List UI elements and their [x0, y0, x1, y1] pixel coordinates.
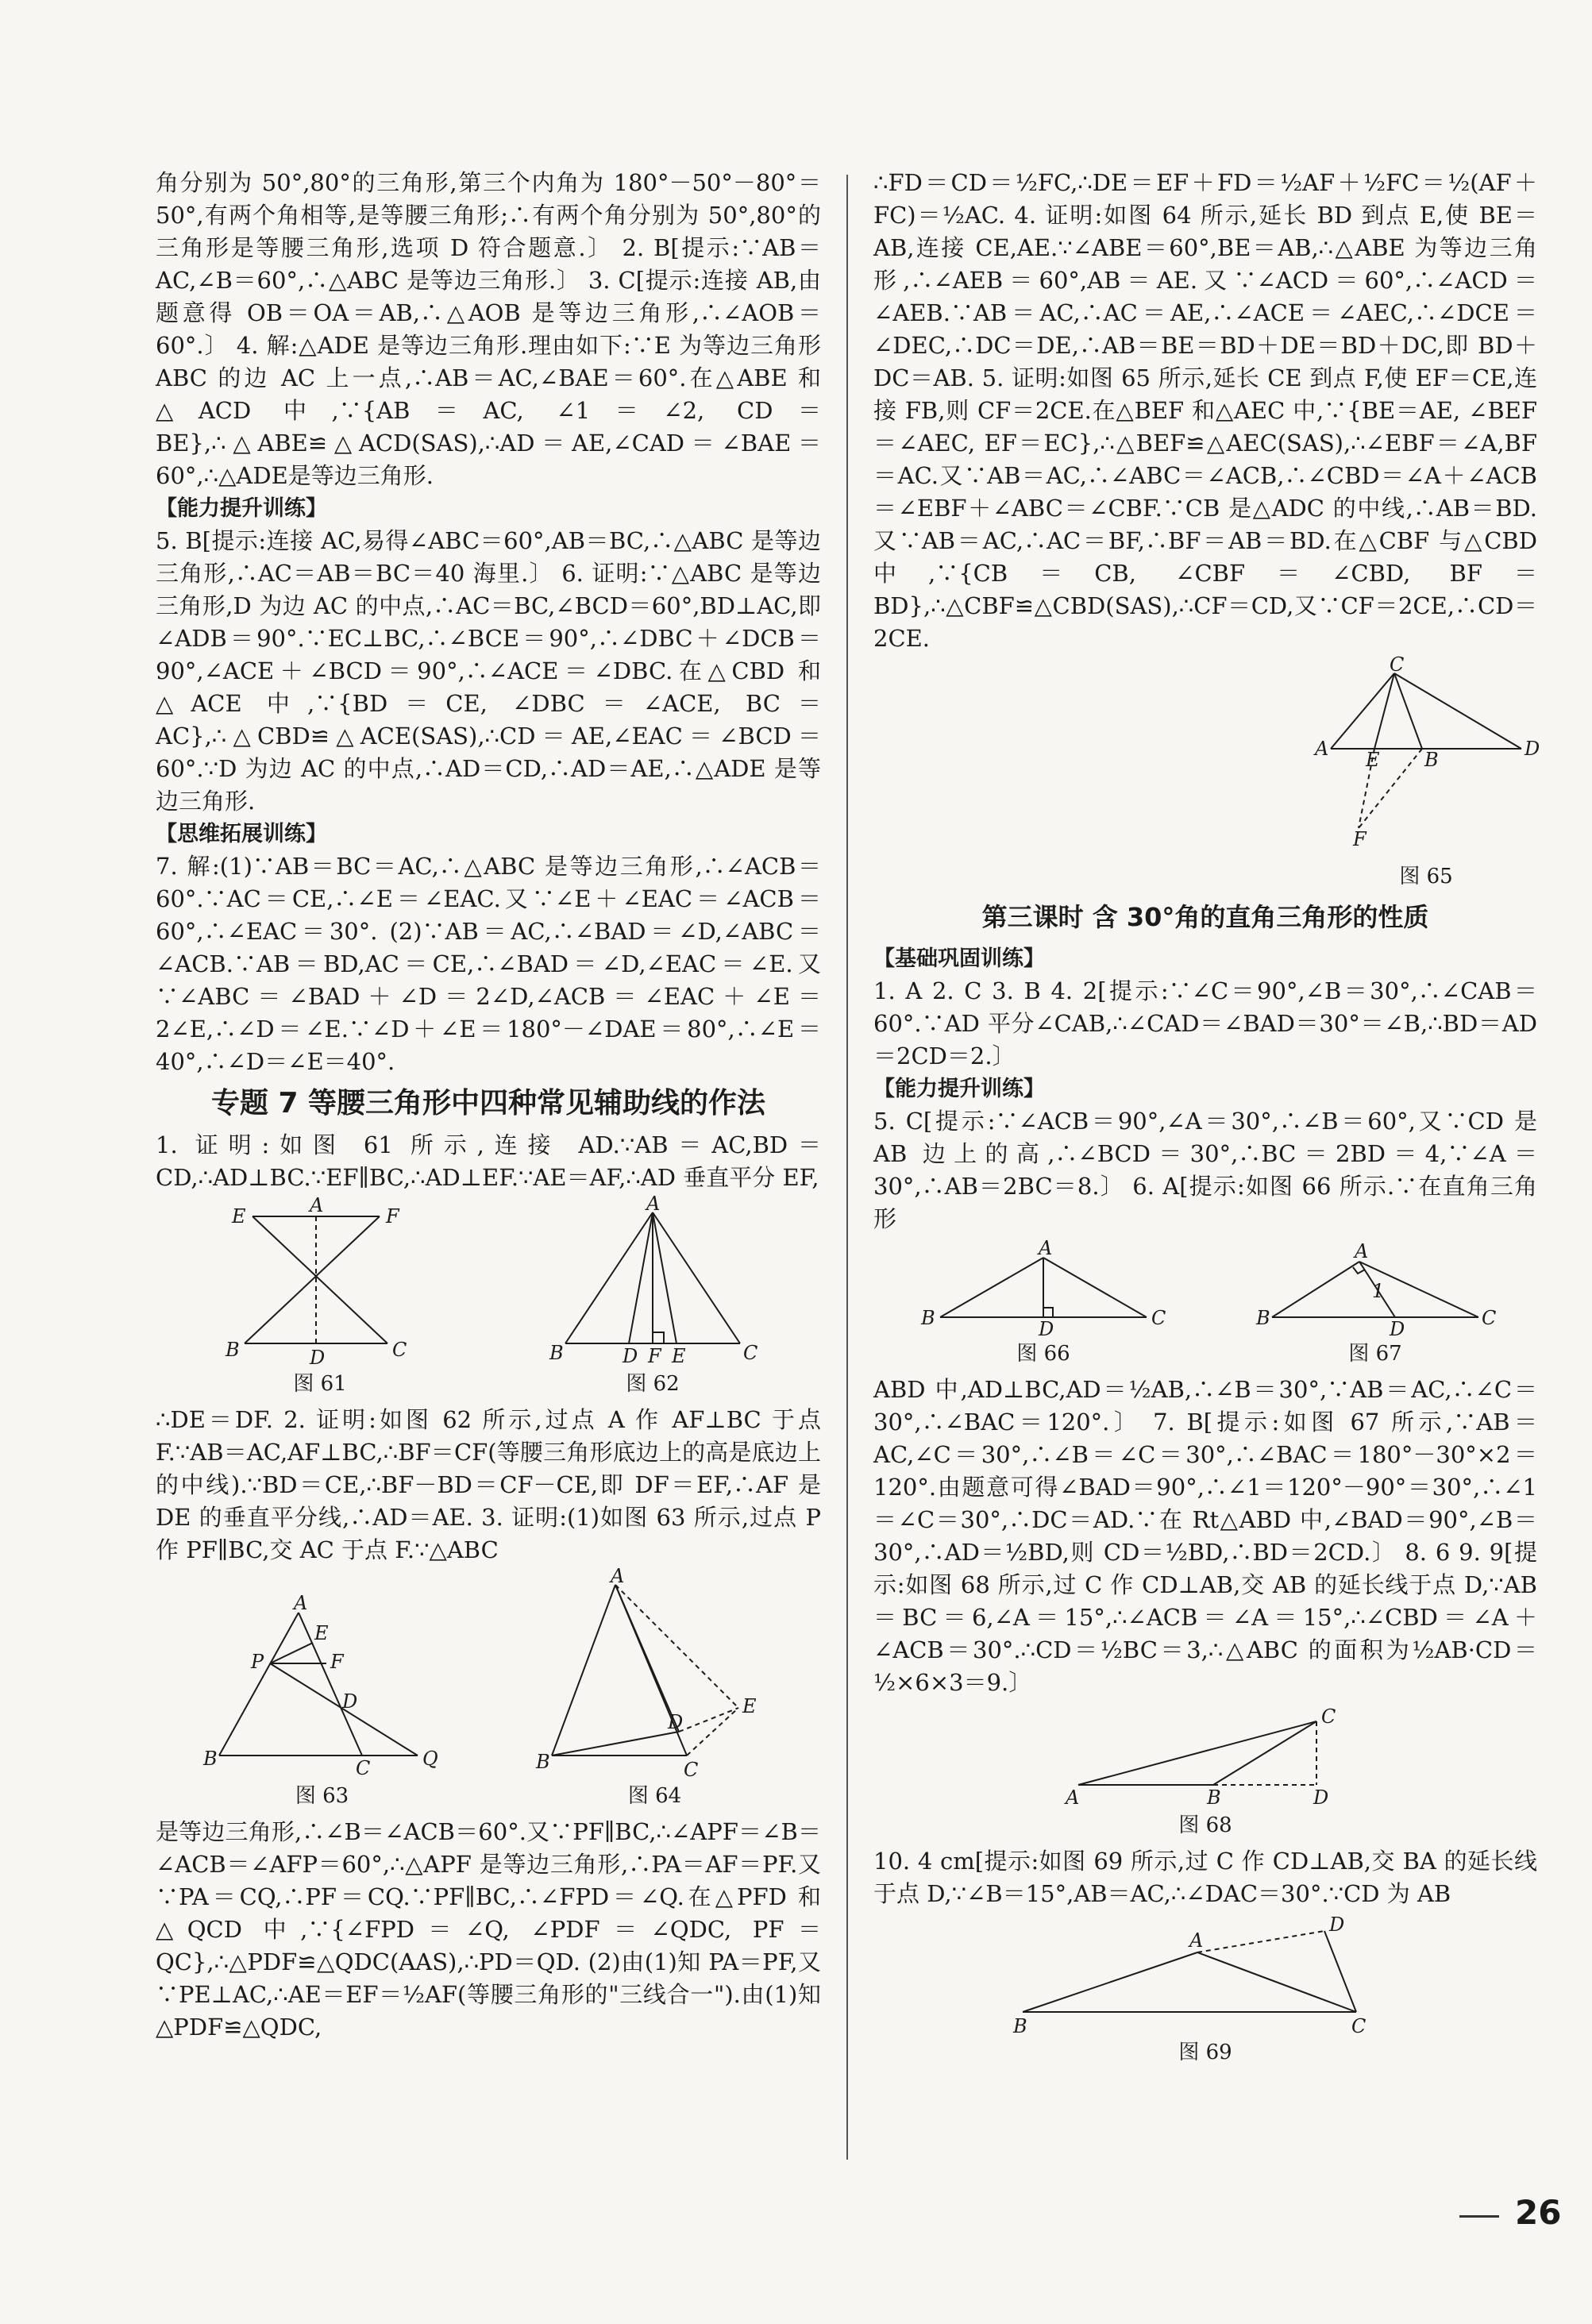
svg-text:B: B	[1256, 1307, 1270, 1329]
figure-65-caption: 图 65	[1399, 865, 1453, 888]
svg-text:C: C	[392, 1339, 407, 1361]
figure-65-diagram	[1315, 653, 1540, 860]
svg-text:C: C	[1351, 2015, 1366, 2037]
svg-text:B: B	[549, 1342, 564, 1364]
svg-text:A: A	[646, 1193, 661, 1215]
answer-paragraph: 1. A 2. C 3. B 4. 2[提示:∵∠C＝90°,∠B＝30°,∴∠CAB＝60°.∵AD 平分∠CAB,∴∠CAD＝∠BAD＝30°＝∠B,∴BD＝AD＝2CD＝2.〕	[873, 977, 1537, 1070]
svg-text:A: A	[293, 1592, 307, 1614]
figure-64-diagram	[535, 1565, 774, 1781]
page-number-dash	[1459, 2215, 1499, 2218]
svg-text:E: E	[232, 1205, 246, 1228]
svg-text:Q: Q	[422, 1748, 438, 1770]
svg-text:A: A	[610, 1565, 624, 1587]
svg-text:A: A	[1355, 1240, 1369, 1262]
figure-67	[1256, 1240, 1497, 1367]
figure-65	[1315, 653, 1540, 890]
figure-67-caption: 图 67	[1348, 1342, 1402, 1366]
svg-text:A: A	[310, 1194, 324, 1216]
left-column	[156, 167, 821, 2044]
svg-text:F: F	[1353, 828, 1366, 850]
svg-text:C: C	[743, 1342, 758, 1364]
svg-text:F: F	[648, 1345, 661, 1367]
svg-text:D: D	[623, 1345, 638, 1367]
section-heading-basic: 【基础巩固训练】	[873, 946, 1045, 971]
answer-paragraph: 1. 证明:如图 61 所示,连接 AD.∵AB＝AC,BD＝CD,∴AD⊥BC.∵EF∥BC,∴AD⊥EF.∵AE＝AF,∴AD 垂直平分 EF,	[156, 1131, 821, 1191]
svg-text:C: C	[1151, 1307, 1166, 1329]
figure-62	[549, 1193, 758, 1397]
answer-paragraph: 是等边三角形,∴∠B＝∠ACB＝60°.又∵PF∥BC,∴∠APF＝∠B＝∠ACB＝∠AFP＝60°,∴△APF 是等边三角形,∴PA＝AF＝PF.又∵PA＝CQ,∴PF＝CQ.∵PF∥BC,∴∠FPD＝∠Q.在△PFD 和△QCD 中,∵{∠FPD＝∠Q, ∠PDF＝∠QDC, PF＝QC},∴△PDF≌△QDC(AAS),∴PD＝QD. (2)由(1)知 PA＝PF,又∵PE⊥AC,∴AE＝EF＝½AF(等腰三角形的"三线合一").由(1)知△PDF≌△QDC,	[156, 1818, 821, 2041]
figure-69-diagram	[1007, 1914, 1404, 2037]
svg-text:E: E	[742, 1695, 757, 1717]
svg-text:B: B	[535, 1751, 550, 1773]
figure-68	[1054, 1705, 1356, 1839]
figure-61	[221, 1194, 419, 1397]
svg-text:D: D	[1039, 1318, 1054, 1340]
answer-paragraph: 5. B[提示:连接 AC,易得∠ABC＝60°,AB＝BC,∴△ABC 是等边三角形,∴AC＝AB＝BC＝40 海里.〕 6. 证明:∵△ABC 是等边三角形,D 为边 AC 的中点,∴AC＝BC,∠BCD＝60°,BD⊥AC,即∠ADB＝90°.∵EC⊥BC,∴∠BCE＝90°,∴∠DBC＋∠DCB＝90°,∠ACE＋∠BCD＝90°,∴∠ACE＝∠DBC.在△CBD 和△ACE 中,∵{BD＝CE, ∠DBC＝∠ACE, BC＝AC},∴△CBD≌△ACE(SAS),∴CD＝AE,∠EAC＝∠BCD＝60°.∵D 为边 AC 的中点,∴AD＝CD,∴AD＝AE,∴△ADE 是等边三角形.	[156, 527, 821, 815]
figure-61-caption: 图 61	[293, 1372, 347, 1396]
page-number: 26	[1515, 2193, 1562, 2232]
svg-text:B: B	[1207, 1786, 1221, 1809]
svg-text:B: B	[1424, 749, 1439, 771]
svg-text:A: A	[1039, 1237, 1053, 1259]
section-heading-thinking: 【思维拓展训练】	[156, 822, 327, 846]
svg-text:F: F	[330, 1651, 344, 1673]
figure-69-caption: 图 69	[1178, 2041, 1232, 2064]
svg-text:B: B	[921, 1307, 935, 1329]
right-column	[873, 167, 1540, 2072]
figure-64-caption: 图 64	[627, 1784, 682, 1808]
svg-text:C: C	[1390, 653, 1405, 676]
svg-text:C: C	[683, 1759, 698, 1781]
figure-69	[1007, 1914, 1404, 2066]
svg-text:C: C	[355, 1757, 370, 1779]
svg-text:E: E	[1366, 749, 1380, 771]
figure-66	[916, 1237, 1170, 1367]
figure-68-diagram	[1054, 1705, 1356, 1809]
svg-text:A: A	[1189, 1929, 1204, 1952]
figure-row	[156, 1565, 821, 1809]
svg-text:D: D	[1329, 1914, 1345, 1936]
column-divider	[846, 175, 848, 2160]
figure-67-diagram	[1256, 1240, 1497, 1340]
svg-text:A: A	[1315, 738, 1329, 760]
svg-text:P: P	[250, 1651, 264, 1673]
figure-66-diagram	[916, 1237, 1170, 1340]
topic-title: 专题 7 等腰三角形中四种常见辅助线的作法	[210, 1087, 766, 1120]
svg-text:D: D	[310, 1347, 326, 1369]
answer-paragraph: 7. 解:(1)∵AB＝BC＝AC,∴△ABC 是等边三角形,∴∠ACB＝60°.∵AC＝CE,∴∠E＝∠EAC.又∵∠E＋∠EAC＝∠ACB＝60°,∴∠EAC＝30°. (2)∵AB＝AC,∴∠BAD＝∠D,∠ABC＝∠ACB.∵AB＝BD,AC＝CE,∴∠BAD＝∠D,∠EAC＝∠E.又∵∠ABC＝∠BAD＋∠D＝2∠D,∠ACB＝∠EAC＋∠E＝2∠E,∴∠D＝∠E.∵∠D＋∠E＝180°－∠DAE＝80°,∴∠E＝40°,∴∠D＝∠E＝40°.	[156, 853, 821, 1075]
svg-text:B: B	[226, 1339, 240, 1361]
answer-paragraph: ∴FD＝CD＝½FC,∴DE＝EF＋FD＝½AF＋½FC＝½(AF＋FC)＝½AC. 4. 证明:如图 64 所示,延长 BD 到点 E,使 BE＝AB,连接 CE,AE.∵∠ABE＝60°,BE＝AB,∴△ABE 为等边三角形,∴∠AEB＝60°,AB＝AE.又∵∠ACD＝60°,∴∠ACD＝∠AEB.∵AB＝AC,∴AC＝AE,∴∠ACE＝∠AEC,∴∠DCE＝∠DEC,∴DC＝DE,∴AB＝BE＝BD＋DE＝BD＋DC,即 BD＋DC＝AB. 5. 证明:如图 65 所示,延长 CE 到点 F,使 EF＝CE,连接 FB,则 CF＝2CE.在△BEF 和△AEC 中,∵{BE＝AE, ∠BEF＝∠AEC, EF＝EC},∴△BEF≌△AEC(SAS),∴∠EBF＝∠A,BF＝AC.又∵AB＝AC,∴∠ABC＝∠ACB,∴∠CBD＝∠A＋∠ACB＝∠EBF＋∠ABC＝∠CBF.∵CB 是△ADC 的中线,∴AB＝BD.又∵AB＝AC,∴AC＝BF,∴BF＝AB＝BD.在△CBF 与△CBD 中,∵{CB＝CB, ∠CBF＝∠CBD, BF＝BD},∴△CBF≌△CBD(SAS),∴CF＝CD,又∵CF＝2CE,∴CD＝2CE.	[873, 169, 1537, 652]
figure-row	[873, 1237, 1537, 1367]
svg-text:1: 1	[1372, 1280, 1385, 1302]
figure-62-caption: 图 62	[626, 1372, 680, 1396]
svg-text:D: D	[1390, 1318, 1405, 1340]
figure-row	[873, 653, 1540, 890]
figure-row	[873, 1705, 1537, 1839]
svg-text:C: C	[1321, 1705, 1336, 1728]
svg-text:F: F	[386, 1205, 399, 1228]
figure-61-diagram	[221, 1194, 419, 1369]
svg-text:D: D	[341, 1690, 357, 1713]
figure-63-caption: 图 63	[295, 1784, 349, 1808]
figure-63	[202, 1592, 441, 1809]
answer-paragraph: 5. C[提示:∵∠ACB＝90°,∠A＝30°,∴∠B＝60°,又∵CD 是 AB 边上的高,∴∠BCD＝30°,∴BC＝2BD＝4,∵∠A＝30°,∴AB＝2BC＝8.〕 6. A[提示:如图 66 所示.∵在直角三角形	[873, 1108, 1537, 1232]
figure-row	[156, 1193, 821, 1397]
section-heading-ability: 【能力提升训练】	[156, 496, 327, 521]
svg-text:C: C	[1482, 1307, 1497, 1329]
section-heading-ability: 【能力提升训练】	[873, 1077, 1045, 1101]
svg-text:E: E	[672, 1345, 686, 1367]
svg-text:D: D	[667, 1711, 683, 1733]
answer-paragraph: ABD 中,AD⊥BC,AD＝½AB,∴∠B＝30°,∵AB＝AC,∴∠C＝30°,∴∠BAC＝120°.〕 7. B[提示:如图 67 所示,∵AB＝AC,∠C＝30°,∴∠B＝∠C＝30°,∴∠BAC＝180°－30°×2＝120°.由题意可得∠BAD＝90°,∴∠1＝120°－90°＝30°,∴∠1＝∠C＝30°,∴DC＝AD.∵在 Rt△ABD 中,∠BAD＝90°,∠B＝30°,∴AD＝½BD,则 CD＝½BD,∴BD＝2CD.〕 8. 6 9. 9[提示:如图 68 所示,过 C 作 CD⊥AB,交 AB 的延长线于点 D,∵AB＝BC＝6,∠A＝15°,∴∠ACB＝∠A＝15°,∴∠CBD＝∠A＋∠ACB＝30°.∴CD＝½BC＝3,∴△ABC 的面积为½AB·CD＝½×6×3＝9.〕	[873, 1376, 1537, 1696]
answer-paragraph: ∴DE＝DF. 2. 证明:如图 62 所示,过点 A 作 AF⊥BC 于点 F.∵AB＝AC,AF⊥BC,∴BF＝CF(等腰三角形底边上的高是底边上的中线).∵BD＝CE,∴BF－BD＝CF－CE,即 DF＝EF,∴AF 是 DE 的垂直平分线,∴AD＝AE. 3. 证明:(1)如图 63 所示,过点 P 作 PF∥BC,交 AC 于点 F.∵△ABC	[156, 1406, 821, 1563]
svg-text:A: A	[1066, 1786, 1080, 1809]
svg-text:D: D	[1313, 1786, 1329, 1809]
answer-paragraph: 10. 4 cm[提示:如图 69 所示,过 C 作 CD⊥AB,交 BA 的延长线于点 D,∵∠B＝15°,AB＝AC,∴∠DAC＝30°.∵CD 为 AB	[873, 1848, 1537, 1907]
svg-text:E: E	[314, 1622, 329, 1644]
svg-text:B: B	[202, 1748, 218, 1770]
lesson-title: 第三课时 含 30°角的直角三角形的性质	[981, 902, 1429, 932]
answer-paragraph: 角分别为 50°,80°的三角形,第三个内角为 180°－50°－80°＝50°,有两个角相等,是等腰三角形;∴有两个角分别为 50°,80°的三角形是等腰三角形,选项 D 符合题意.〕 2. B[提示:∵AB＝AC,∠B＝60°,∴△ABC 是等边三角形.〕 3. C[提示:连接 AB,由题意得 OB＝OA＝AB,∴△AOB 是等边三角形,∴∠AOB＝60°.〕 4. 解:△ADE 是等边三角形.理由如下:∵E 为等边三角形 ABC 的边 AC 上一点,∴AB＝AC,∠BAE＝60°.在△ABE 和△ACD 中,∵{AB＝AC, ∠1＝∠2, CD＝BE},∴△ABE≌△ACD(SAS),∴AD＝AE,∠CAD＝∠BAE＝60°,∴△ADE是等边三角形.	[156, 169, 821, 489]
figure-row	[873, 1914, 1537, 2066]
figure-66-caption: 图 66	[1016, 1342, 1070, 1366]
svg-text:D: D	[1525, 738, 1540, 760]
svg-text:B: B	[1013, 2015, 1027, 2037]
figure-64	[535, 1565, 774, 1809]
figure-62-diagram	[549, 1193, 758, 1367]
figure-68-caption: 图 68	[1178, 1813, 1232, 1837]
figure-63-diagram	[202, 1592, 441, 1779]
